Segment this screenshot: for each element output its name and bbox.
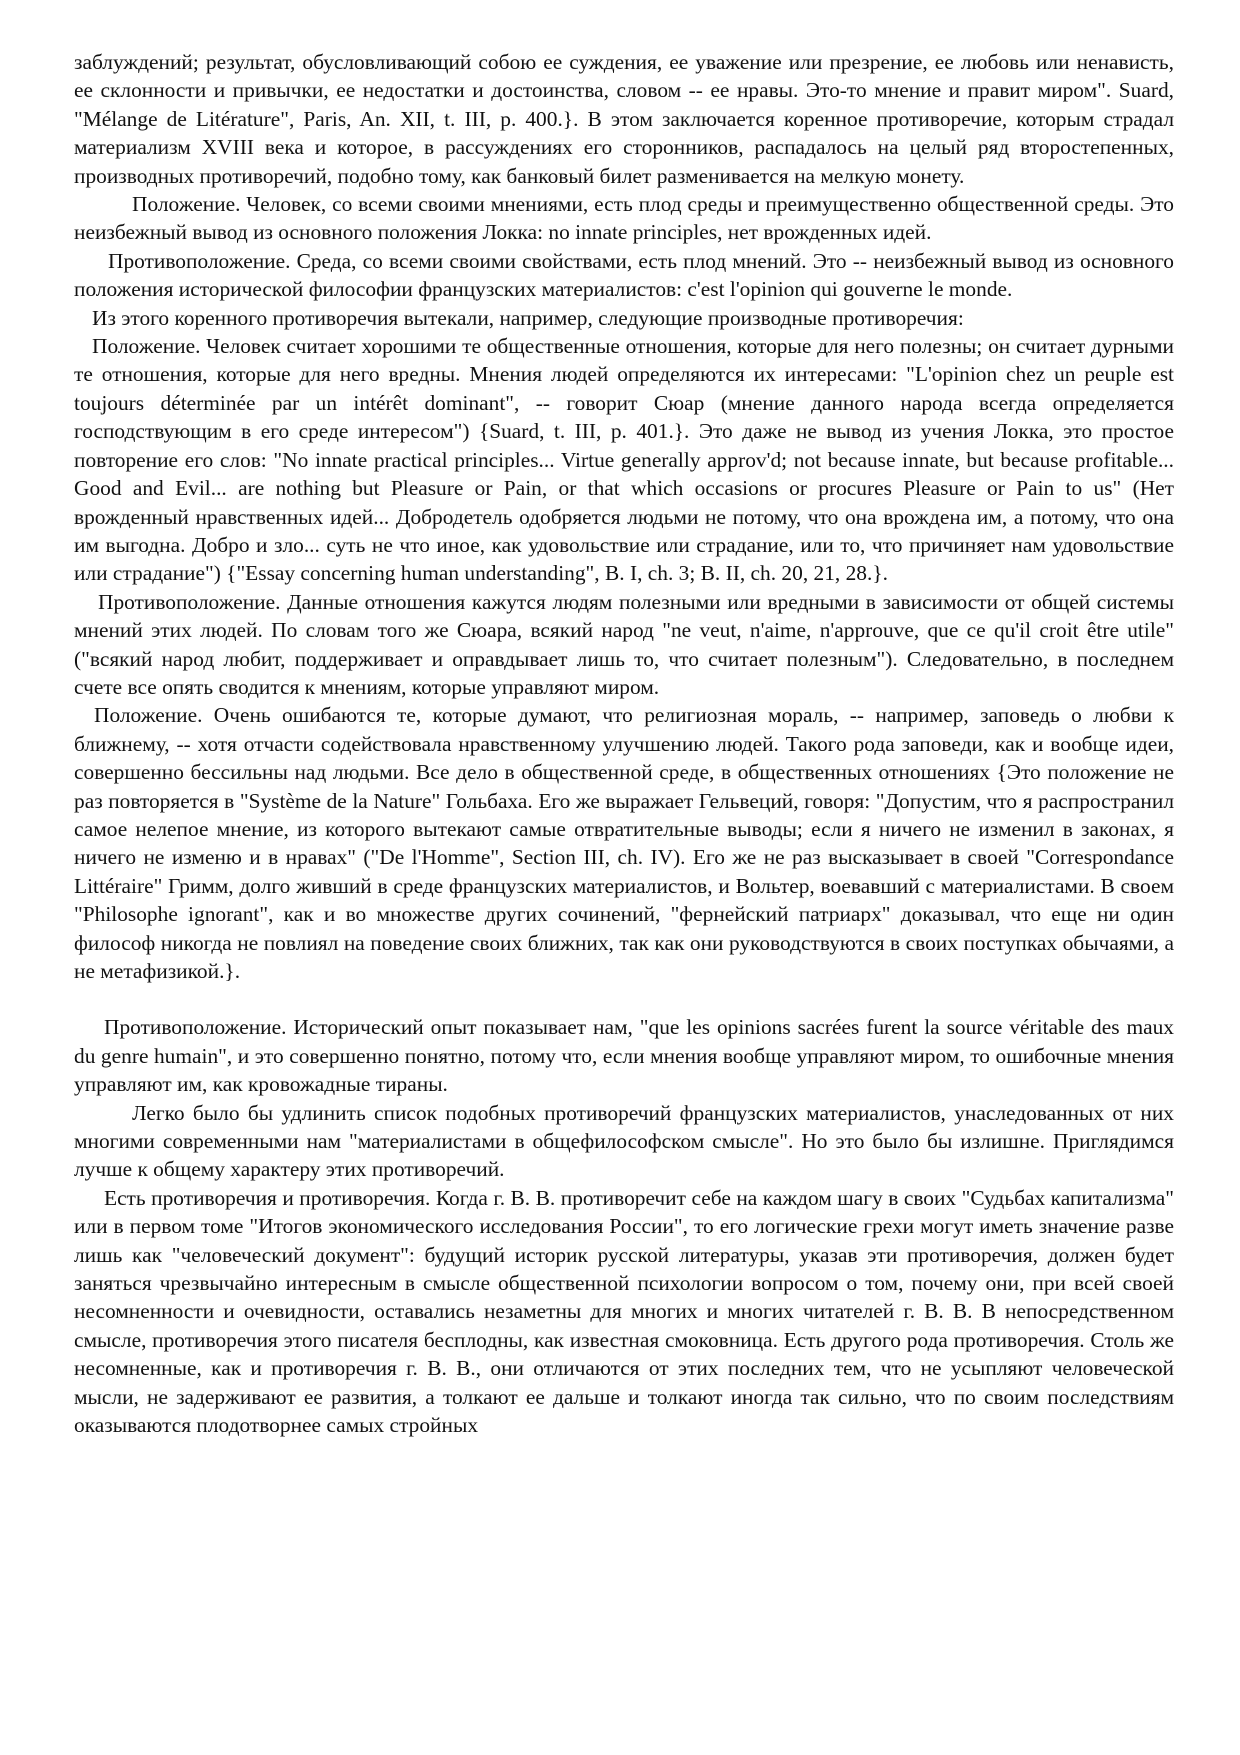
paragraph-1: заблуждений; результат, обусловливающий собою ее суждения, ее уважение или презрение, ее любовь или ненависть, ее склонности и привычки, ее недостатки и достоинства, словом -- ее нравы. Это-то мнение и правит миром". Suard, "Mélange de Litérature", Paris, An. XII, t. III, p. 400.}. В этом заключается коренное противоречие, которым страдал материализм XVIII века и которое, в рассуждениях его сторонников, распадалось на целый ряд второстепенных, производных противоречий, подобно тому, как банковый билет разменивается на мелкую монету. <box>74 50 1174 188</box>
document-page <box>74 48 1174 1440</box>
paragraph-10: Есть противоречия и противоречия. Когда г. В. В. противоречит себе на каждом шагу в своих "Судьбах капитализма" или в первом томе "Итогов экономического исследования России", то его логические грехи могут иметь значение разве лишь как "человеческий документ": будущий историк русской литературы, указав эти противоречия, должен будет заняться чрезвычайно интересным в смысле общественной психологии вопросом о том, почему они, при всей своей несомненности и очевидности, оставались незаметны для многих и многих читателей г. В. В. В непосредственном смысле, противоречия этого писателя бесплодны, как известная смоковница. Есть другого рода противоречия. Столь же несомненные, как и противоречия г. В. В., они отличаются от этих последних тем, что не усыпляют человеческой мысли, не задерживают ее развития, а толкают ее дальше и толкают иногда так сильно, что по своим последствиям оказываются плодотворнее самых стройных <box>74 1185 1174 1438</box>
paragraph-8: Противоположение. Исторический опыт показывает нам, "que les opinions sacrées furent la source véritable des maux du genre humain", и это совершенно понятно, потому что, если мнения вообще управляют миром, то ошибочные мнения управляют им, как кровожадные тираны. <box>74 1015 1174 1097</box>
paragraph-3: Противоположение. Среда, со всеми своими свойствами, есть плод мнений. Это -- неизбежный вывод из основного положения исторической философии французских материалистов: c'est l'opinion qui gouverne le monde. <box>74 248 1174 302</box>
paragraph-gap <box>74 985 1174 1013</box>
paragraph-6: Противоположение. Данные отношения кажутся людям полезными или вредными в зависимости от общей системы мнений этих людей. По словам того же Сюара, всякий народ "ne veut, n'aime, n'approuve, que ce qu'il croit être utile" ("всякий народ любит, поддерживает и оправдывает лишь то, что считает полезным"). Следовательно, в последнем счете все опять сводится к мнениям, которые управляют миром. <box>74 589 1174 699</box>
paragraph-5: Положение. Человек считает хорошими те общественные отношения, которые для него полезны; он считает дурными те отношения, которые для него вредны. Мнения людей определяются их интересами: "L'opinion chez un peuple est toujours déterminée par un intérêt dominant", -- говорит Сюар (мнение данного народа всегда определяется господствующим в его среде интересом") {Suard, t. III, p. 401.}. Это даже не вывод из учения Локка, это простое повторение его слов: "No innate practical principles... Virtue generally approv'd; not because innate, but because profitable... Good and Evil... are nothing but Pleasure or Pain, or that which occasions or procures Pleasure or Pain to us" (Нет врожденный нравственных идей... Добродетель одобряется людьми не потому, что она врождена им, а потому, что она им выгодна. Добро и зло... суть не что иное, как удовольствие или страдание, или то, что причиняет нам удовольствие или страдание") {"Essay concerning human understanding", B. I, ch. 3; B. II, ch. 20, 21, 28.}. <box>74 334 1174 586</box>
paragraph-7: Положение. Очень ошибаются те, которые думают, что религиозная мораль, -- например, заповедь о любви к ближнему, -- хотя отчасти содействовала нравственному улучшению людей. Такого рода заповеди, как и вообще идеи, совершенно бессильны над людьми. Все дело в общественной среде, в общественных отношениях {Это положение не раз повторяется в "Système de la Nature" Гольбаха. Его же выражает Гельвеций, говоря: "Допустим, что я распространил самое нелепое мнение, из которого вытекают самые отвратительные выводы; если я ничего не изменил в законах, я ничего не изменю и в нравах" ("De l'Homme", Section III, ch. IV). Его же не раз высказывает в своей "Correspondance Littéraire" Гримм, долго живший в среде французских материалистов, и Вольтер, воевавший с материалистами. В своем "Philosophe ignorant", как и во множестве других сочинений, "фернейский патриарх" доказывал, что еще ни один философ никогда не повлиял на поведение своих ближних, так как они руководствуются в своих поступках обычаями, а не метафизикой.}. <box>74 703 1174 983</box>
paragraph-4: Из этого коренного противоречия вытекали, например, следующие производные противоречия: <box>92 305 964 330</box>
paragraph-9: Легко было бы удлинить список подобных противоречий французских материалистов, унаследованных от них многими современными нам "материалистами в общефилософском смысле". Но это было бы излишне. Приглядимся лучше к общему характеру этих противоречий. <box>74 1100 1174 1182</box>
paragraph-2: Положение. Человек, со всеми своими мнениями, есть плод среды и преимущественно общественной среды. Это неизбежный вывод из основного положения Локка: no innate principles, нет врожденных идей. <box>74 192 1174 245</box>
